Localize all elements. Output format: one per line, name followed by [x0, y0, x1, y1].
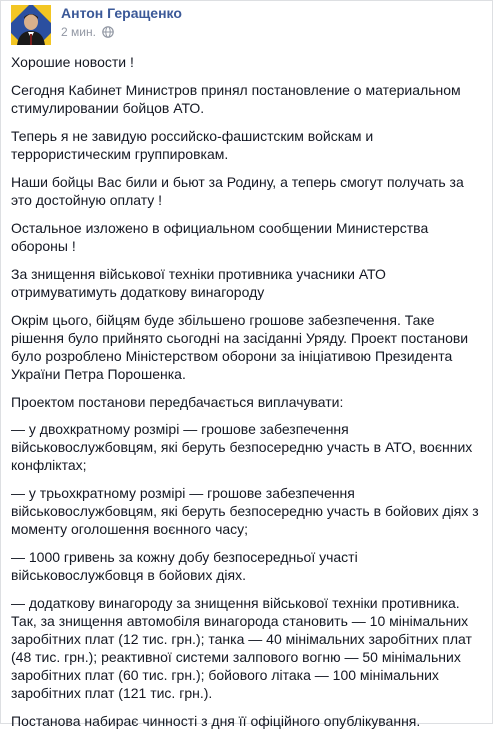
post-header — [1, 1, 493, 49]
post-paragraph: — додаткову винагороду за знищення військової техніки противника. Так, за знищення автомобіля винагорода становить — 10 мінімальних заробітних плат (12 тис. грн.); танка — 40 мінімальних заробітних плат (48 тис. грн.); реактивної системи залпового вогню — 50 мінімальних заробітних плат (60 тис. грн.); бойового літака — 100 мінімальних заробітних плат (121 тис. грн.). — [11, 595, 472, 701]
avatar[interactable] — [11, 5, 51, 45]
post-paragraph: Наши бойцы Вас били и бьют за Родину, а теперь смогут получать за это достойную оплату ! — [11, 174, 464, 208]
post-paragraph: Окрім цього, бійцям буде збільшено грошове забезпечення. Таке рішення було прийнято сьогодні на засіданні Уряду. Проект постанови було розроблено Міністерством оборони за ініціативою Президента України Петра Порошенка. — [11, 312, 469, 382]
post-paragraph: За знищення військової техніки противника учасники АТО отримуватимуть додаткову винагороду — [11, 266, 386, 300]
post-paragraph: Проектом постанови передбачається виплачувати: — [11, 394, 344, 410]
post-paragraph: — у трьохкратному розмірі — грошове забезпечення військовослужбовцям, які беруть безпосередню участь в бойових діях з моменту оголошення воєнного часу; — [11, 485, 479, 537]
post-paragraph: — у двохкратному розмірі — грошове забезпечення військовослужбовцям, які беруть безпосередню участь в АТО, воєнних конфліктах; — [11, 421, 473, 473]
post-timestamp[interactable]: 2 мин. — [61, 25, 96, 39]
post-meta — [61, 25, 114, 39]
post-body — [11, 53, 485, 740]
author-name[interactable]: Антон Геращенко — [61, 5, 182, 21]
post-paragraph: Хорошие новости ! — [11, 54, 134, 70]
post-paragraph: Остальное изложено в официальном сообщении Министерства обороны ! — [11, 220, 429, 254]
post-paragraph: Теперь я не завидую российско-фашистским войскам и террористическим группировкам. — [11, 128, 374, 162]
globe-icon[interactable] — [102, 26, 114, 38]
post-paragraph: Постанова набирає чинності з дня її офіційного опублікування. — [11, 713, 421, 729]
post-paragraph: Сегодня Кабинет Министров принял постановление о материальном стимулировании бойцов АТО. — [11, 82, 461, 116]
post-paragraph: — 1000 гривень за кожну добу безпосередньої участі військовослужбовця в бойових діях. — [11, 549, 358, 583]
